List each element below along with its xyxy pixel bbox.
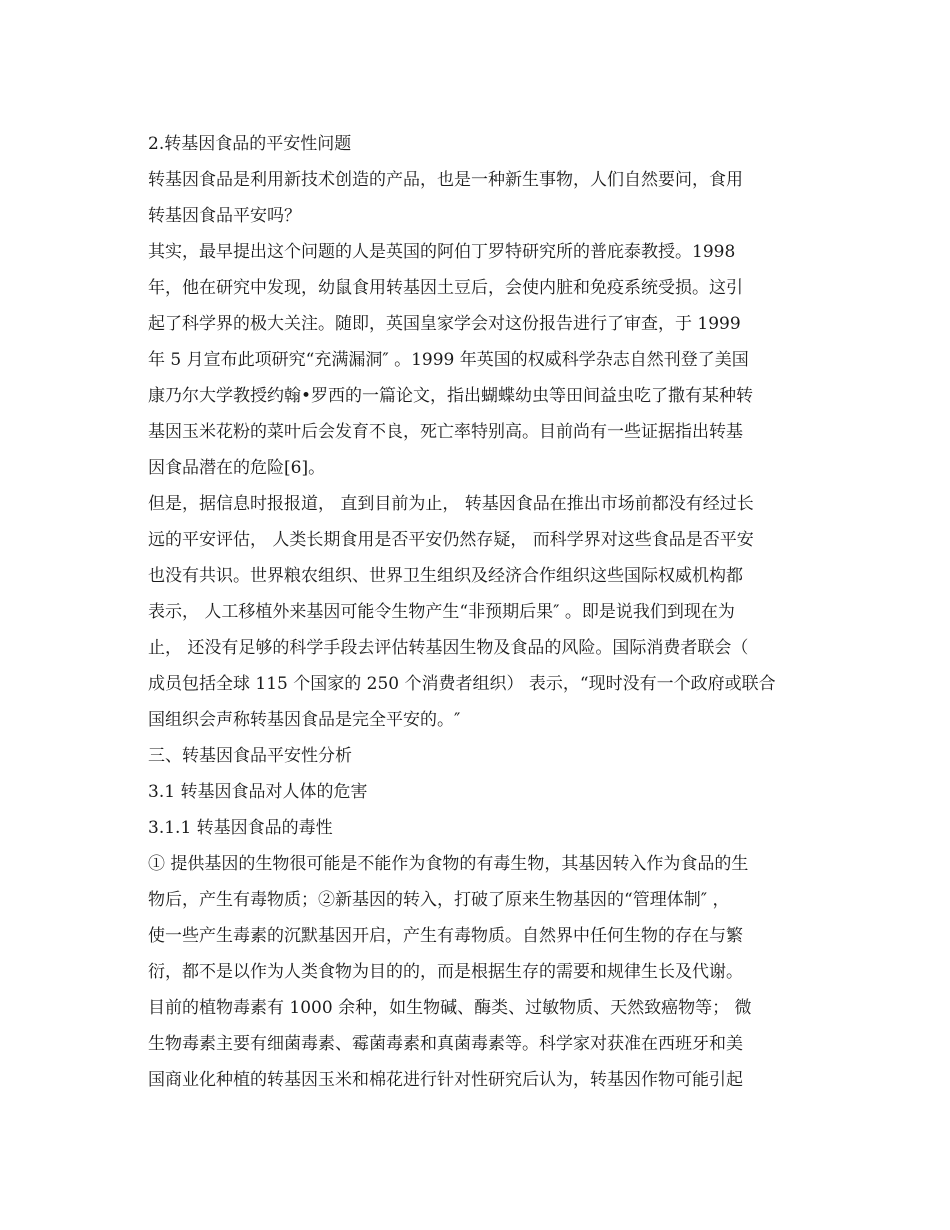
paragraph-line: 起了科学界的极大关注。随即，英国皇家学会对这份报告进行了审查，于 1999 xyxy=(148,314,741,334)
paragraph-line: 基因玉米花粉的菜叶后会发育不良，死亡率特别高。目前尚有一些证据指出转基 xyxy=(148,422,743,442)
paragraph-line: 物后，产生有毒物质；②新基因的转入，打破了原来生物基因的“管理体制″ ， xyxy=(148,890,730,910)
paragraph-line: 远的平安评估， 人类长期食用是否平安仍然存疑， 而科学界对这些食品是否平安 xyxy=(148,530,754,550)
paragraph-line: 目前的植物毒素有 1000 余种，如生物碱、酶类、过敏物质、天然致癌物等； 微 xyxy=(148,998,752,1018)
paragraph-line: 也没有共识。世界粮农组织、世界卫生组织及经济合作组织这些国际权威机构都 xyxy=(148,566,743,586)
paragraph-line: 国商业化种植的转基因玉米和棉花进行针对性研究后认为，转基因作物可能引起 xyxy=(148,1070,743,1090)
document-body xyxy=(148,126,808,1098)
paragraph-line: 年 5 月宣布此项研究“充满漏洞″ 。1999 年英国的权威科学杂志自然刊登了美国 xyxy=(148,350,749,370)
paragraph-line: ① 提供基因的生物很可能是不能作为食物的有毒生物，其基因转入作为食品的生 xyxy=(148,854,749,874)
paragraph-line: 但是，据信息时报报道， 直到目前为止， 转基因食品在推出市场前都没有经过长 xyxy=(148,494,754,514)
paragraph-line: 转基因食品平安吗？ xyxy=(148,206,301,226)
paragraph-line: 转基因食品是利用新技术创造的产品，也是一种新生事物，人们自然要问，食用 xyxy=(148,170,743,190)
section-heading: 2.转基因食品的平安性问题 xyxy=(148,134,352,154)
paragraph-line: 衍，都不是以作为人类食物为目的的，而是根据生存的需要和规律生长及代谢。 xyxy=(148,962,743,982)
paragraph-line: 年，他在研究中发现，幼鼠食用转基因土豆后，会使内脏和免疫系统受损。这引 xyxy=(148,278,743,298)
subsection-heading: 3.1 转基因食品对人体的危害 xyxy=(148,782,368,802)
paragraph-line: 国组织会声称转基因食品是完全平安的。″ xyxy=(148,710,461,730)
paragraph-line: 康乃尔大学教授约翰•罗西的一篇论文，指出蝴蝶幼虫等田间益虫吃了撒有某种转 xyxy=(148,386,754,406)
paragraph-line: 其实，最早提出这个问题的人是英国的阿伯丁罗特研究所的普庇泰教授。1998 xyxy=(148,242,736,262)
subsubsection-heading: 3.1.1 转基因食品的毒性 xyxy=(148,818,333,838)
paragraph-line: 生物毒素主要有细菌毒素、霉菌毒素和真菌毒素等。科学家对获准在西班牙和美 xyxy=(148,1034,743,1054)
paragraph-line: 成员包括全球 115 个国家的 250 个消费者组织） 表示，“现时没有一个政府或联合 xyxy=(148,674,776,694)
paragraph-line: 表示， 人工移植外来基因可能令生物产生“非预期后果″ 。即是说我们到现在为 xyxy=(148,602,735,622)
paragraph-line: 止， 还没有足够的科学手段去评估转基因生物及食品的风险。国际消费者联会（ xyxy=(148,638,749,658)
section-heading: 三、转基因食品平安性分析 xyxy=(148,746,352,766)
paragraph-line: 因食品潜在的危险[6]。 xyxy=(148,458,326,478)
paragraph-line: 使一些产生毒素的沉默基因开启，产生有毒物质。自然界中任何生物的存在与繁 xyxy=(148,926,743,946)
